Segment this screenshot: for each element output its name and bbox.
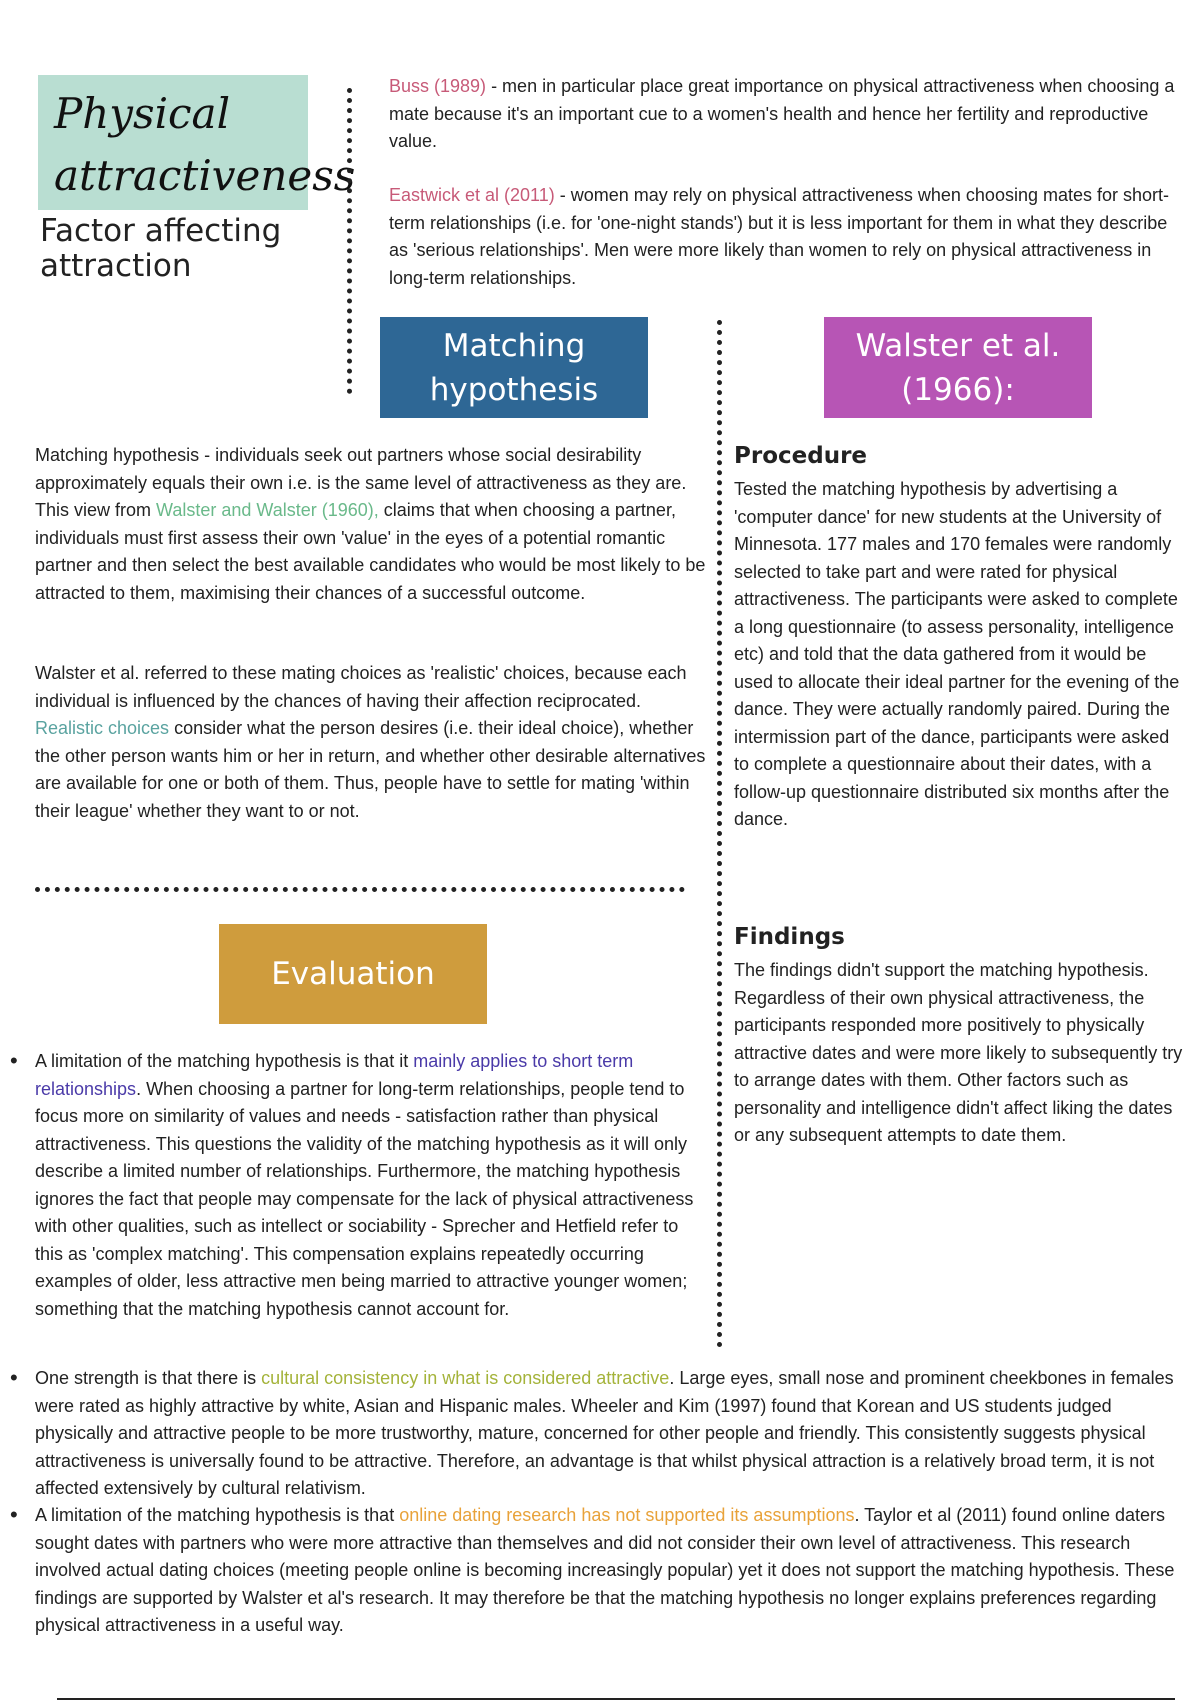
page-title [54,83,355,207]
bullet-icon: • [10,1048,18,1073]
divider-vertical-center [717,320,722,1348]
subtitle-line-2: attraction [40,248,192,284]
matching-hypothesis-box: Matching hypothesis [380,317,648,418]
intro-buss [389,73,1184,156]
findings-heading: Findings [734,924,845,950]
procedure-heading: Procedure [734,443,868,469]
cultural-consistency-highlight: cultural consistency in what is considered attractive [261,1368,670,1388]
buss-text: - men in particular place great importance on physical attractiveness when choosing a mate because it's an important cue to a women's health and hence her fertility and reproductive value. [389,76,1175,151]
online-dating-highlight: online dating research has not supported its assumptions [399,1505,855,1525]
matching-paragraph-1: Matching hypothesis - individuals seek out partners whose social desirability approximately equals their own i.e. is the same level of attractiveness as they are. This view from Walster and Walster (1960), claims that when choosing a partner, individuals must first assess their own 'value' in the eyes of a potential romantic partner and then select the best available candidates who would be most likely to be attracted to them, maximising their chances of a successful outcome. [35,445,706,603]
evaluation-point-2: One strength is that there is cultural consistency in what is considered attractive. Large eyes, small nose and prominent cheekbones in females were rated as highly attractive by white, Asian and Hispanic males. Wheeler and Kim (1997) found that Korean and US students judged physically and attractive people to be more trustworthy, mature, concerned for other people and friendly. This consistently suggests physical attractiveness is universally found to be attractive. Therefore, an advantage is that whilst physical attraction is a relatively broad term, it is not affected extensively by cultural relativism. [35,1368,1174,1498]
walster-box: Walster et al. (1966): [824,317,1092,418]
evaluation-point-1: A limitation of the matching hypothesis is that it mainly applies to short term relationships. When choosing a partner for long-term relationships, people tend to focus more on similarity of values and needs - satisfaction rather than physical attractiveness. This questions the validity of the matching hypothesis as it will only describe a limited number of relationships. Furthermore, the matching hypothesis ignores the fact that people may compensate for the lack of physical attractiveness with other qualities, such as intellect or sociability - Sprecher and Hetfield refer to this as 'complex matching'. This compensation explains repeatedly occurring examples of older, less attractive men being married to attractive younger women; something that the matching hypothesis cannot account for. [35,1051,694,1319]
walster-1960-reference: Walster and Walster (1960), [156,500,379,520]
divider-vertical-top [347,88,352,394]
realistic-choices-term: Realistic choices [35,718,170,738]
page-subtitle [40,214,281,284]
evaluation-point-3: A limitation of the matching hypothesis is that online dating research has not supported its assumptions. Taylor et al (2011) found online daters sought dates with partners who were more attractive than themselves and did not consider their own level of attractiveness. This research involved actual dating choices (meeting people online is becoming increasingly popular) yet it does not support the matching hypothesis. These findings are supported by Walster et al's research. It may therefore be that the matching hypothesis no longer explains preferences regarding physical attractiveness in a useful way. [35,1505,1175,1635]
divider-horizontal [35,887,685,892]
title-line-2: attractiveness [54,151,356,200]
procedure-text: Tested the matching hypothesis by advertising a 'computer dance' for new students at the University of Minnesota. 177 males and 170 females were randomly selected to take part and were rated for physical attractiveness. The participants were asked to complete a long questionnaire (to assess personality, intelligence etc) and told that the data gathered from it would be used to allocate their ideal partner for the evening of the dance. They were actually randomly paired. During the intermission part of the dance, participants were asked to complete a questionnaire about their dates, with a follow-up questionnaire distributed six months after the dance. [734,479,1180,829]
title-box [38,75,356,210]
matching-paragraph-2: Walster et al. referred to these mating choices as 'realistic' choices, because each individual is influenced by the chances of having their affection reciprocated. Realistic choices consider what the person desires (i.e. their ideal choice), whether the other person wants him or her in return, and whether other desirable alternatives are available for one or both of them. Thus, people have to settle for mating 'within their league' whether they want to or not. [35,663,706,821]
title-line-1: Physical [54,89,231,138]
short-term-highlight: mainly applies to short term relationships [35,1051,634,1099]
evaluation-box: Evaluation [219,924,487,1024]
buss-reference: Buss (1989) [389,76,487,96]
bullet-icon: • [10,1365,18,1390]
bullet-icon: • [10,1502,18,1527]
findings-text: The findings didn't support the matching hypothesis. Regardless of their own physical attractiveness, the participants responded more positively to physically attractive dates and were more likely to subsequently try to arrange dates with them. Other factors such as personality and intelligence didn't affect liking the dates or any subsequent attempts to date them. [734,960,1183,1145]
subtitle-line-1: Factor affecting [40,213,282,249]
eastwick-reference: Eastwick et al (2011) [389,185,555,205]
eastwick-text: - women may rely on physical attractiveness when choosing mates for short-term relationships (i.e. for 'one-night stands') but it is less important for them in what they describe as 'serious relationships'. Men were more likely than women to rely on physical attractiveness in long-term relationships. [389,185,1170,288]
intro-eastwick [389,182,1184,292]
